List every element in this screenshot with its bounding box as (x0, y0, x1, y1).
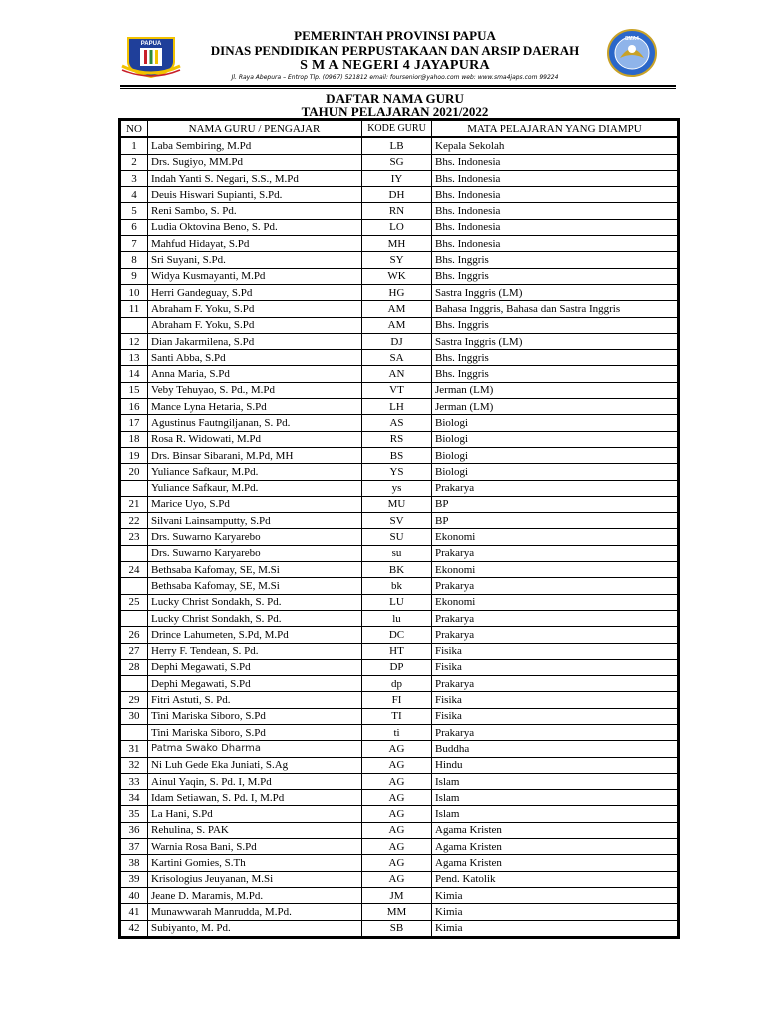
table-row (121, 203, 678, 219)
cell-kode: AG (362, 806, 432, 822)
cell-mapel: Bhs. Indonesia (432, 236, 678, 252)
cell-name: Deuis Hiswari Supianti, S.Pd. (148, 187, 362, 203)
cell-mapel: Prakarya (432, 480, 678, 496)
table-row (121, 350, 678, 366)
cell-mapel: Prakarya (432, 676, 678, 692)
cell-mapel: Ekonomi (432, 529, 678, 545)
cell-mapel: Islam (432, 806, 678, 822)
table-row (121, 464, 678, 480)
cell-mapel: Prakarya (432, 545, 678, 561)
cell-name: Marice Uyo, S.Pd (148, 496, 362, 512)
cell-name: Idam Setiawan, S. Pd. I, M.Pd (148, 790, 362, 806)
logo-left-text: PAPUA (140, 41, 162, 47)
table-row (121, 822, 678, 838)
cell-no: 35 (121, 806, 148, 822)
cell-kode: FI (362, 692, 432, 708)
cell-name: Indah Yanti S. Negari, S.S., M.Pd (148, 170, 362, 186)
table-row (121, 496, 678, 512)
cell-kode: SU (362, 529, 432, 545)
table-row (121, 708, 678, 724)
cell-no: 19 (121, 447, 148, 463)
table-row (121, 399, 678, 415)
table-row (121, 187, 678, 203)
cell-mapel: Jerman (LM) (432, 382, 678, 398)
table-row (121, 757, 678, 773)
cell-name: Anna Maria, S.Pd (148, 366, 362, 382)
cell-kode: YS (362, 464, 432, 480)
cell-no: 2 (121, 154, 148, 170)
table-row (121, 676, 678, 692)
cell-kode: SV (362, 513, 432, 529)
header-mapel: MATA PELAJARAN YANG DIAMPU (432, 121, 678, 138)
cell-no: 25 (121, 594, 148, 610)
cell-no: 30 (121, 708, 148, 724)
cell-kode: HG (362, 284, 432, 300)
cell-kode: HT (362, 643, 432, 659)
cell-kode: DC (362, 627, 432, 643)
cell-name: Mahfud Hidayat, S.Pd (148, 236, 362, 252)
cell-name: Rehulina, S. PAK (148, 822, 362, 838)
cell-no: 37 (121, 839, 148, 855)
cell-mapel: Bhs. Indonesia (432, 219, 678, 235)
table-row (121, 545, 678, 561)
cell-name: Warnia Rosa Bani, S.Pd (148, 839, 362, 855)
cell-mapel: Fisika (432, 708, 678, 724)
cell-name: Kartini Gomies, S.Th (148, 855, 362, 871)
cell-kode: AN (362, 366, 432, 382)
cell-kode: AG (362, 757, 432, 773)
cell-name: Krisologius Jeuyanan, M.Si (148, 871, 362, 887)
cell-name: Laba Sembiring, M.Pd (148, 137, 362, 154)
cell-mapel: Bhs. Indonesia (432, 203, 678, 219)
cell-no: 10 (121, 284, 148, 300)
cell-name: La Hani, S.Pd (148, 806, 362, 822)
letterhead-rule-thin (120, 88, 676, 89)
table-row (121, 594, 678, 610)
cell-name: Lucky Christ Sondakh, S. Pd. (148, 610, 362, 626)
table-row (121, 741, 678, 757)
table-row (121, 692, 678, 708)
cell-name: Mance Lyna Hetaria, S.Pd (148, 399, 362, 415)
table-row (121, 236, 678, 252)
cell-no: 41 (121, 904, 148, 920)
cell-mapel: Sastra Inggris (LM) (432, 333, 678, 349)
cell-no: 36 (121, 822, 148, 838)
cell-kode: AG (362, 839, 432, 855)
cell-name: Drs. Binsar Sibarani, M.Pd, MH (148, 447, 362, 463)
cell-kode: VT (362, 382, 432, 398)
cell-no: 23 (121, 529, 148, 545)
cell-mapel: Prakarya (432, 724, 678, 740)
table-row (121, 447, 678, 463)
cell-kode: AG (362, 822, 432, 838)
cell-name: Ainul Yaqin, S. Pd. I, M.Pd (148, 773, 362, 789)
cell-name: Drs. Suwarno Karyarebo (148, 545, 362, 561)
cell-name: Herri Gandeguay, S.Pd (148, 284, 362, 300)
cell-kode: SG (362, 154, 432, 170)
cell-mapel: Agama Kristen (432, 839, 678, 855)
table-row (121, 659, 678, 675)
table-row (121, 252, 678, 268)
cell-no: 14 (121, 366, 148, 382)
cell-name: Bethsaba Kafomay, SE, M.Si (148, 562, 362, 578)
letterhead-address: Jl. Raya Abepura – Entrop Tlp. (0967) 521812 email: foursenior@yahoo.com web: www.sma4japs.com 99224 (231, 74, 559, 81)
cell-name: Rosa R. Widowati, M.Pd (148, 431, 362, 447)
cell-no: 15 (121, 382, 148, 398)
cell-no: 39 (121, 871, 148, 887)
logo-right-text: SMA4 (625, 36, 639, 42)
table-row (121, 154, 678, 170)
cell-no: 17 (121, 415, 148, 431)
cell-mapel: Bhs. Inggris (432, 268, 678, 284)
cell-mapel: Fisika (432, 692, 678, 708)
table-row (121, 529, 678, 545)
table-row (121, 871, 678, 887)
cell-name: Abraham F. Yoku, S.Pd (148, 301, 362, 317)
cell-mapel: Kimia (432, 920, 678, 936)
cell-kode: TI (362, 708, 432, 724)
table-row (121, 268, 678, 284)
cell-kode: DP (362, 659, 432, 675)
cell-no: 11 (121, 301, 148, 317)
cell-kode: lu (362, 610, 432, 626)
table-row (121, 301, 678, 317)
cell-kode: IY (362, 170, 432, 186)
cell-name: Dian Jakarmilena, S.Pd (148, 333, 362, 349)
cell-no: 4 (121, 187, 148, 203)
cell-kode: MM (362, 904, 432, 920)
cell-mapel: Buddha (432, 741, 678, 757)
cell-no: 7 (121, 236, 148, 252)
cell-mapel: Ekonomi (432, 594, 678, 610)
cell-mapel: Pend. Katolik (432, 871, 678, 887)
cell-kode: AG (362, 741, 432, 757)
cell-no: 21 (121, 496, 148, 512)
cell-name: Widya Kusmayanti, M.Pd (148, 268, 362, 284)
cell-name: Ludia Oktovina Beno, S. Pd. (148, 219, 362, 235)
cell-mapel: BP (432, 496, 678, 512)
cell-no: 24 (121, 562, 148, 578)
cell-mapel: Bahasa Inggris, Bahasa dan Sastra Inggris (432, 301, 678, 317)
cell-mapel: Kimia (432, 904, 678, 920)
letterhead-agency: DINAS PENDIDIKAN PERPUSTAKAAN DAN ARSIP DAERAH (210, 43, 580, 58)
cell-no: 8 (121, 252, 148, 268)
cell-mapel: Bhs. Indonesia (432, 170, 678, 186)
cell-name: Drs. Suwarno Karyarebo (148, 529, 362, 545)
cell-kode: WK (362, 268, 432, 284)
cell-name: Reni Sambo, S. Pd. (148, 203, 362, 219)
cell-no: 5 (121, 203, 148, 219)
cell-no (121, 317, 148, 333)
cell-mapel: Bhs. Inggris (432, 366, 678, 382)
cell-mapel: Islam (432, 773, 678, 789)
cell-mapel: Bhs. Inggris (432, 252, 678, 268)
table-row (121, 431, 678, 447)
cell-kode: AM (362, 301, 432, 317)
table-row (121, 170, 678, 186)
cell-name: Jeane D. Maramis, M.Pd. (148, 887, 362, 903)
cell-name: Drs. Sugiyo, MM.Pd (148, 154, 362, 170)
cell-no: 20 (121, 464, 148, 480)
table-row (121, 855, 678, 871)
table-row (121, 333, 678, 349)
table-row (121, 724, 678, 740)
cell-name: Herry F. Tendean, S. Pd. (148, 643, 362, 659)
cell-kode: LH (362, 399, 432, 415)
cell-no: 33 (121, 773, 148, 789)
cell-kode: MH (362, 236, 432, 252)
cell-name: Bethsaba Kafomay, SE, M.Si (148, 578, 362, 594)
cell-mapel: Kepala Sekolah (432, 137, 678, 154)
cell-kode: BK (362, 562, 432, 578)
cell-no: 18 (121, 431, 148, 447)
table-row (121, 578, 678, 594)
cell-no: 6 (121, 219, 148, 235)
cell-kode: BS (362, 447, 432, 463)
table-row (121, 513, 678, 529)
cell-no (121, 724, 148, 740)
table-row (121, 137, 678, 154)
teacher-table (120, 120, 678, 937)
cell-kode: LO (362, 219, 432, 235)
header-no: NO (121, 121, 148, 138)
teacher-table-frame (118, 118, 680, 939)
cell-name: Agustinus Fautngiljanan, S. Pd. (148, 415, 362, 431)
table-row (121, 887, 678, 903)
cell-name: Tini Mariska Siboro, S.Pd (148, 724, 362, 740)
cell-mapel: Sastra Inggris (LM) (432, 284, 678, 300)
cell-no: 27 (121, 643, 148, 659)
cell-mapel: Bhs. Inggris (432, 350, 678, 366)
cell-mapel: Bhs. Inggris (432, 317, 678, 333)
cell-no: 42 (121, 920, 148, 936)
cell-kode: JM (362, 887, 432, 903)
cell-kode: AG (362, 790, 432, 806)
table-row (121, 643, 678, 659)
cell-no (121, 480, 148, 496)
table-row (121, 610, 678, 626)
cell-no: 3 (121, 170, 148, 186)
cell-no (121, 545, 148, 561)
table-row (121, 562, 678, 578)
cell-mapel: Kimia (432, 887, 678, 903)
cell-mapel: Prakarya (432, 627, 678, 643)
table-row (121, 284, 678, 300)
cell-name: Veby Tehuyao, S. Pd., M.Pd (148, 382, 362, 398)
table-row (121, 790, 678, 806)
cell-mapel: Islam (432, 790, 678, 806)
cell-no: 28 (121, 659, 148, 675)
table-header-row (121, 121, 678, 138)
cell-name: Lucky Christ Sondakh, S. Pd. (148, 594, 362, 610)
cell-mapel: Jerman (LM) (432, 399, 678, 415)
cell-no: 13 (121, 350, 148, 366)
cell-no: 31 (121, 741, 148, 757)
cell-kode: DJ (362, 333, 432, 349)
table-row (121, 317, 678, 333)
cell-name: Ni Luh Gede Eka Juniati, S.Ag (148, 757, 362, 773)
cell-kode: AM (362, 317, 432, 333)
cell-name: Patma Swako Dharma (148, 741, 362, 757)
subtitle-line: TAHUN PELAJARAN 2021/2022 (301, 104, 489, 119)
papua-crest-logo (120, 36, 182, 78)
letterhead-school: S M A NEGERI 4 JAYAPURA (300, 58, 490, 73)
cell-kode: LB (362, 137, 432, 154)
cell-no: 26 (121, 627, 148, 643)
cell-mapel: BP (432, 513, 678, 529)
cell-mapel: Bhs. Indonesia (432, 187, 678, 203)
cell-no: 1 (121, 137, 148, 154)
cell-name: Fitri Astuti, S. Pd. (148, 692, 362, 708)
cell-mapel: Agama Kristen (432, 822, 678, 838)
header-kode: KODE GURU (362, 121, 432, 138)
cell-kode: RS (362, 431, 432, 447)
table-row (121, 627, 678, 643)
cell-mapel: Biologi (432, 431, 678, 447)
cell-no (121, 578, 148, 594)
cell-mapel: Biologi (432, 447, 678, 463)
cell-mapel: Prakarya (432, 610, 678, 626)
table-row (121, 366, 678, 382)
cell-no: 38 (121, 855, 148, 871)
cell-kode: AG (362, 773, 432, 789)
cell-kode: ys (362, 480, 432, 496)
cell-kode: bk (362, 578, 432, 594)
cell-name: Abraham F. Yoku, S.Pd (148, 317, 362, 333)
header-name: NAMA GURU / PENGAJAR (148, 121, 362, 138)
cell-no: 32 (121, 757, 148, 773)
table-row (121, 920, 678, 936)
cell-kode: DH (362, 187, 432, 203)
cell-kode: SA (362, 350, 432, 366)
table-row (121, 219, 678, 235)
cell-kode: SB (362, 920, 432, 936)
cell-mapel: Ekonomi (432, 562, 678, 578)
school-seal-logo (606, 28, 658, 78)
cell-mapel: Hindu (432, 757, 678, 773)
cell-no: 22 (121, 513, 148, 529)
cell-name: Dephi Megawati, S.Pd (148, 676, 362, 692)
cell-name: Silvani Lainsamputty, S.Pd (148, 513, 362, 529)
table-row (121, 839, 678, 855)
cell-name: Yuliance Safkaur, M.Pd. (148, 464, 362, 480)
cell-mapel: Fisika (432, 643, 678, 659)
cell-name: Subiyanto, M. Pd. (148, 920, 362, 936)
cell-name: Tini Mariska Siboro, S.Pd (148, 708, 362, 724)
cell-kode: RN (362, 203, 432, 219)
cell-kode: su (362, 545, 432, 561)
cell-mapel: Prakarya (432, 578, 678, 594)
cell-kode: AG (362, 855, 432, 871)
table-row (121, 806, 678, 822)
cell-kode: ti (362, 724, 432, 740)
cell-kode: AS (362, 415, 432, 431)
cell-mapel: Biologi (432, 464, 678, 480)
table-row (121, 382, 678, 398)
cell-name: Dephi Megawati, S.Pd (148, 659, 362, 675)
cell-mapel: Biologi (432, 415, 678, 431)
table-row (121, 415, 678, 431)
cell-no: 16 (121, 399, 148, 415)
cell-name: Drince Lahumeten, S.Pd, M.Pd (148, 627, 362, 643)
title-line: DAFTAR NAMA GURU (326, 91, 464, 106)
letterhead-province: PEMERINTAH PROVINSI PAPUA (294, 28, 496, 43)
cell-mapel: Fisika (432, 659, 678, 675)
cell-mapel: Bhs. Indonesia (432, 154, 678, 170)
cell-kode: SY (362, 252, 432, 268)
cell-name: Sri Suyani, S.Pd. (148, 252, 362, 268)
table-row (121, 773, 678, 789)
table-body (121, 137, 678, 936)
cell-kode: dp (362, 676, 432, 692)
cell-kode: MU (362, 496, 432, 512)
cell-no: 40 (121, 887, 148, 903)
document-title (200, 92, 590, 118)
cell-no: 29 (121, 692, 148, 708)
cell-no (121, 610, 148, 626)
cell-name: Munawwarah Manrudda, M.Pd. (148, 904, 362, 920)
letterhead (190, 28, 600, 73)
cell-no: 12 (121, 333, 148, 349)
cell-no (121, 676, 148, 692)
cell-no: 9 (121, 268, 148, 284)
cell-no: 34 (121, 790, 148, 806)
letterhead-rule-thick (120, 85, 676, 87)
cell-name: Yuliance Safkaur, M.Pd. (148, 480, 362, 496)
cell-kode: AG (362, 871, 432, 887)
table-row (121, 904, 678, 920)
cell-kode: LU (362, 594, 432, 610)
cell-name: Santi Abba, S.Pd (148, 350, 362, 366)
table-row (121, 480, 678, 496)
cell-mapel: Agama Kristen (432, 855, 678, 871)
